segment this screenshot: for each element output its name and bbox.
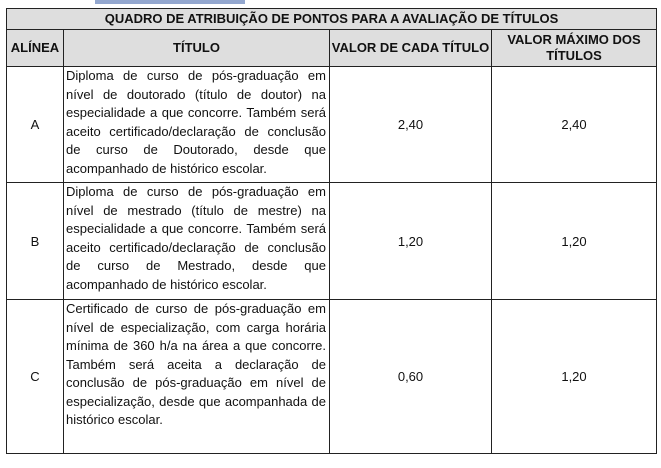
header-titulo: TÍTULO	[64, 30, 330, 67]
table-title: QUADRO DE ATRIBUIÇÃO DE PONTOS PARA A AVALIAÇÃO DE TÍTULOS	[7, 9, 657, 30]
valor-cada-cell: 1,20	[330, 183, 492, 300]
titulo-cell: Certificado de curso de pós-graduação em nível de especialização, com carga horária mínima de 360 h/a na área a que concorre. Também será aceita a declaração de conclusão de pós-graduação em nível de especialização, desde que acompanhada de histórico escolar.	[64, 300, 330, 454]
header-valor-cada: VALOR DE CADA TÍTULO	[330, 30, 492, 67]
valor-maximo-cell: 1,20	[492, 183, 657, 300]
titulo-cell: Diploma de curso de pós-graduação em nível de mestrado (título de mestre) na especialidade a que concorre. Também será aceito certificado/declaração de conclusão de curso de Mestrado, desde que acompanhado de histórico escolar.	[64, 183, 330, 300]
points-table	[6, 8, 657, 454]
alinea-cell: A	[7, 67, 64, 183]
valor-maximo-cell: 1,20	[492, 300, 657, 454]
highlight-remnant	[95, 0, 245, 4]
valor-maximo-cell: 2,40	[492, 67, 657, 183]
valor-cada-cell: 0,60	[330, 300, 492, 454]
header-alinea: ALÍNEA	[7, 30, 64, 67]
alinea-cell: C	[7, 300, 64, 454]
alinea-cell: B	[7, 183, 64, 300]
header-valor-maximo: VALOR MÁXIMO DOS TÍTULOS	[492, 30, 657, 67]
table-row	[7, 67, 657, 183]
top-edge	[0, 0, 661, 8]
valor-cada-cell: 2,40	[330, 67, 492, 183]
table-header-row	[7, 30, 657, 67]
table-row	[7, 183, 657, 300]
table-row	[7, 300, 657, 454]
table-title-row	[7, 9, 657, 30]
titulo-cell: Diploma de curso de pós-graduação em nível de doutorado (título de doutor) na especialidade a que concorre. Também será aceito certificado/declaração de conclusão de curso de Doutorado, desde que acompanhado de histórico escolar.	[64, 67, 330, 183]
